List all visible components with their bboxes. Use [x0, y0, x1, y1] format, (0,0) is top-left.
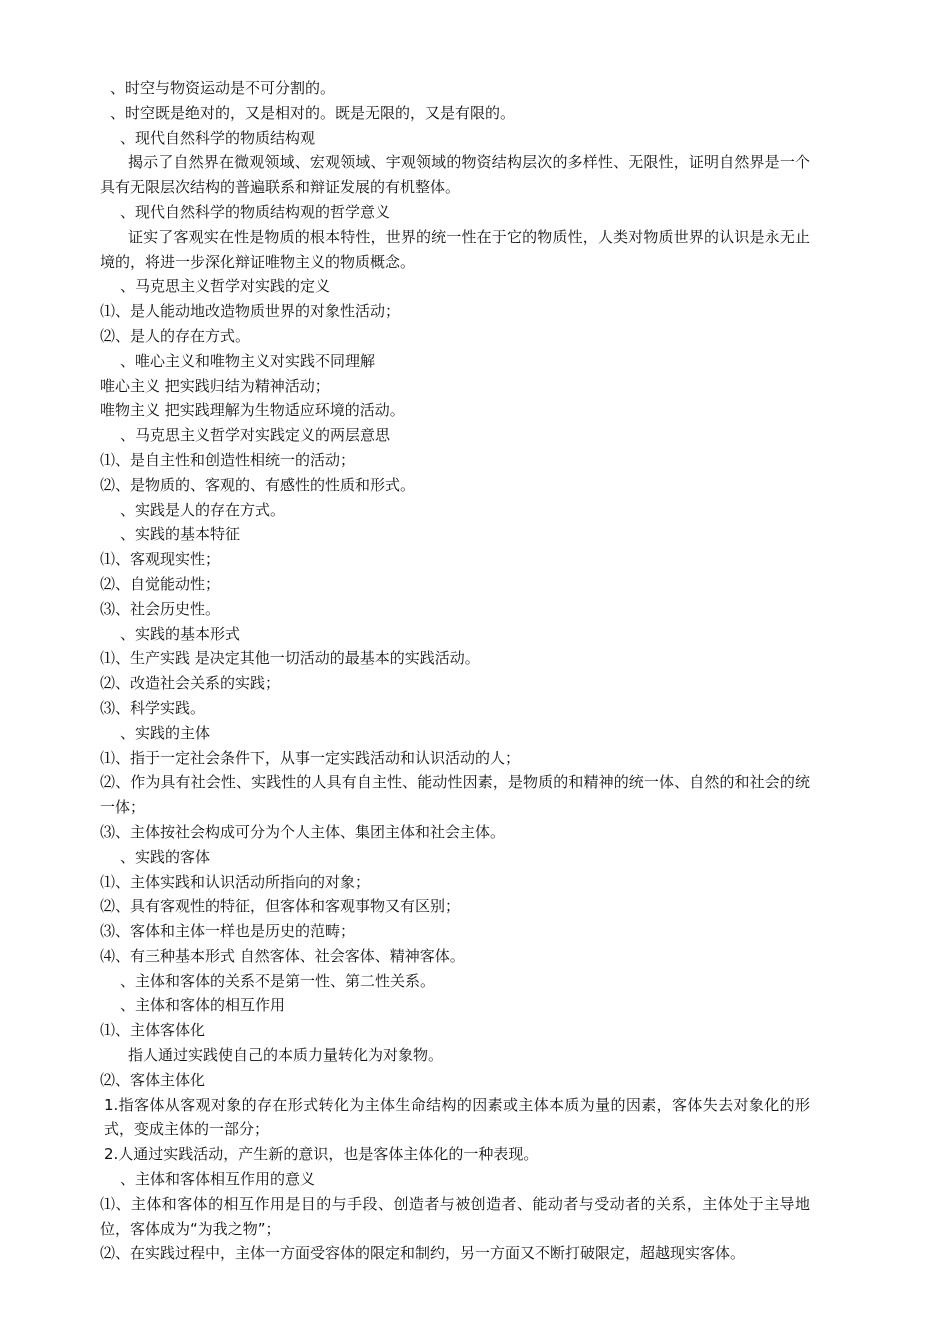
text-line: 唯心主义 把实践归结为精神活动；: [100, 376, 330, 395]
list-item: ⑵、是人的存在方式。: [100, 326, 251, 345]
text-line: 、时空与物资运动是不可分割的。: [110, 79, 336, 97]
list-item: ⑴、生产实践 是决定其他一切活动的最基本的实践活动。: [100, 649, 480, 668]
list-item: ⑵、具有客观性的特征，但客体和客观事物又有区别；: [100, 897, 461, 916]
list-item: ⑴、客观现实性；: [100, 550, 221, 569]
paragraph: 揭示了自然界在微观领域、宏观领域、宇观领域的物资结构层次的多样性、无限性，证明自然界是一个具有无限层次结构的普遍联系和辩证发展的有机整体。: [100, 153, 810, 197]
list-item: ⑶、主体按社会构成可分为个人主体、集团主体和社会主体。: [100, 822, 506, 841]
paragraph: 证实了客观实在性是物质的根本特性，世界的统一性在于它的物质性，人类对物质世界的认识是永无止境的，将进一步深化辩证唯物主义的物质概念。: [100, 227, 810, 271]
list-item: ⑵、改造社会关系的实践；: [100, 674, 281, 693]
section-heading: 、现代自然科学的物质结构观: [120, 128, 316, 147]
section-heading: 、实践是人的存在方式。: [120, 500, 286, 519]
list-item: ⑶、科学实践。: [100, 698, 206, 717]
list-item: 2.人通过实践活动，产生新的意识，也是客体主体化的一种表现。: [104, 1145, 539, 1164]
list-item: ⑴、是人能动地改造物质世界的对象性活动；: [100, 302, 401, 321]
section-heading: 、主体和客体的相互作用: [120, 996, 286, 1015]
text-line: 指人通过实践使自己的本质力量转化为对象物。: [128, 1046, 444, 1065]
list-item: ⑵、是物质的、客观的、有感性的性质和形式。: [100, 475, 416, 494]
section-heading: 、现代自然科学的物质结构观的哲学意义: [120, 202, 391, 221]
section-heading: 、实践的客体: [120, 847, 211, 866]
list-item: ⑵、自觉能动性；: [100, 574, 221, 593]
list-item: ⑴、是自主性和创造性相统一的活动；: [100, 450, 356, 469]
list-item: ⑵、在实践过程中，主体一方面受容体的限定和制约，另一方面又不断打破限定，超越现实客体。: [100, 1244, 746, 1263]
section-heading: 、实践的基本形式: [120, 624, 241, 643]
list-item: ⑶、客体和主体一样也是历史的范畴；: [100, 922, 356, 941]
list-item: ⑵、作为具有社会性、实践性的人具有自主性、能动性因素，是物质的和精神的统一体、自然的和社会的统一体；: [100, 773, 810, 817]
section-heading: 、实践的主体: [120, 723, 211, 742]
list-item: ⑴、主体和客体的相互作用是目的与手段、创造者与被创造者、能动者与受动者的关系，主体处于主导地位，客体成为“为我之物”；: [100, 1194, 810, 1238]
section-heading: 、马克思主义哲学对实践的定义: [120, 277, 331, 296]
text-line: 、时空既是绝对的，又是相对的。既是无限的，又是有限的。: [110, 103, 516, 122]
list-item: ⑵、客体主体化: [100, 1070, 206, 1089]
list-item: ⑴、指于一定社会条件下，从事一定实践活动和认识活动的人；: [100, 748, 521, 767]
section-heading: 、实践的基本特征: [120, 525, 241, 544]
list-item: ⑶、社会历史性。: [100, 599, 221, 618]
list-item: ⑷、有三种基本形式 自然客体、社会客体、精神客体。: [100, 946, 465, 965]
text-line: 唯物主义 把实践理解为生物适应环境的活动。: [100, 401, 405, 420]
section-heading: 、主体和客体的关系不是第一性、第二性关系。: [120, 971, 436, 990]
list-item: ⑴、主体客体化: [100, 1021, 206, 1040]
section-heading: 、主体和客体相互作用的意义: [120, 1170, 316, 1189]
section-heading: 、唯心主义和唯物主义对实践不同理解: [120, 351, 376, 370]
list-item: ⑴、主体实践和认识活动所指向的对象；: [100, 872, 371, 891]
section-heading: 、马克思主义哲学对实践定义的两层意思: [120, 426, 391, 445]
document-body: [100, 76, 810, 1266]
list-item: 1.指客体从客观对象的存在形式转化为主体生命结构的因素或主体本质为量的因素，客体失去对象化的形式，变成主体的一部分；: [104, 1095, 810, 1139]
